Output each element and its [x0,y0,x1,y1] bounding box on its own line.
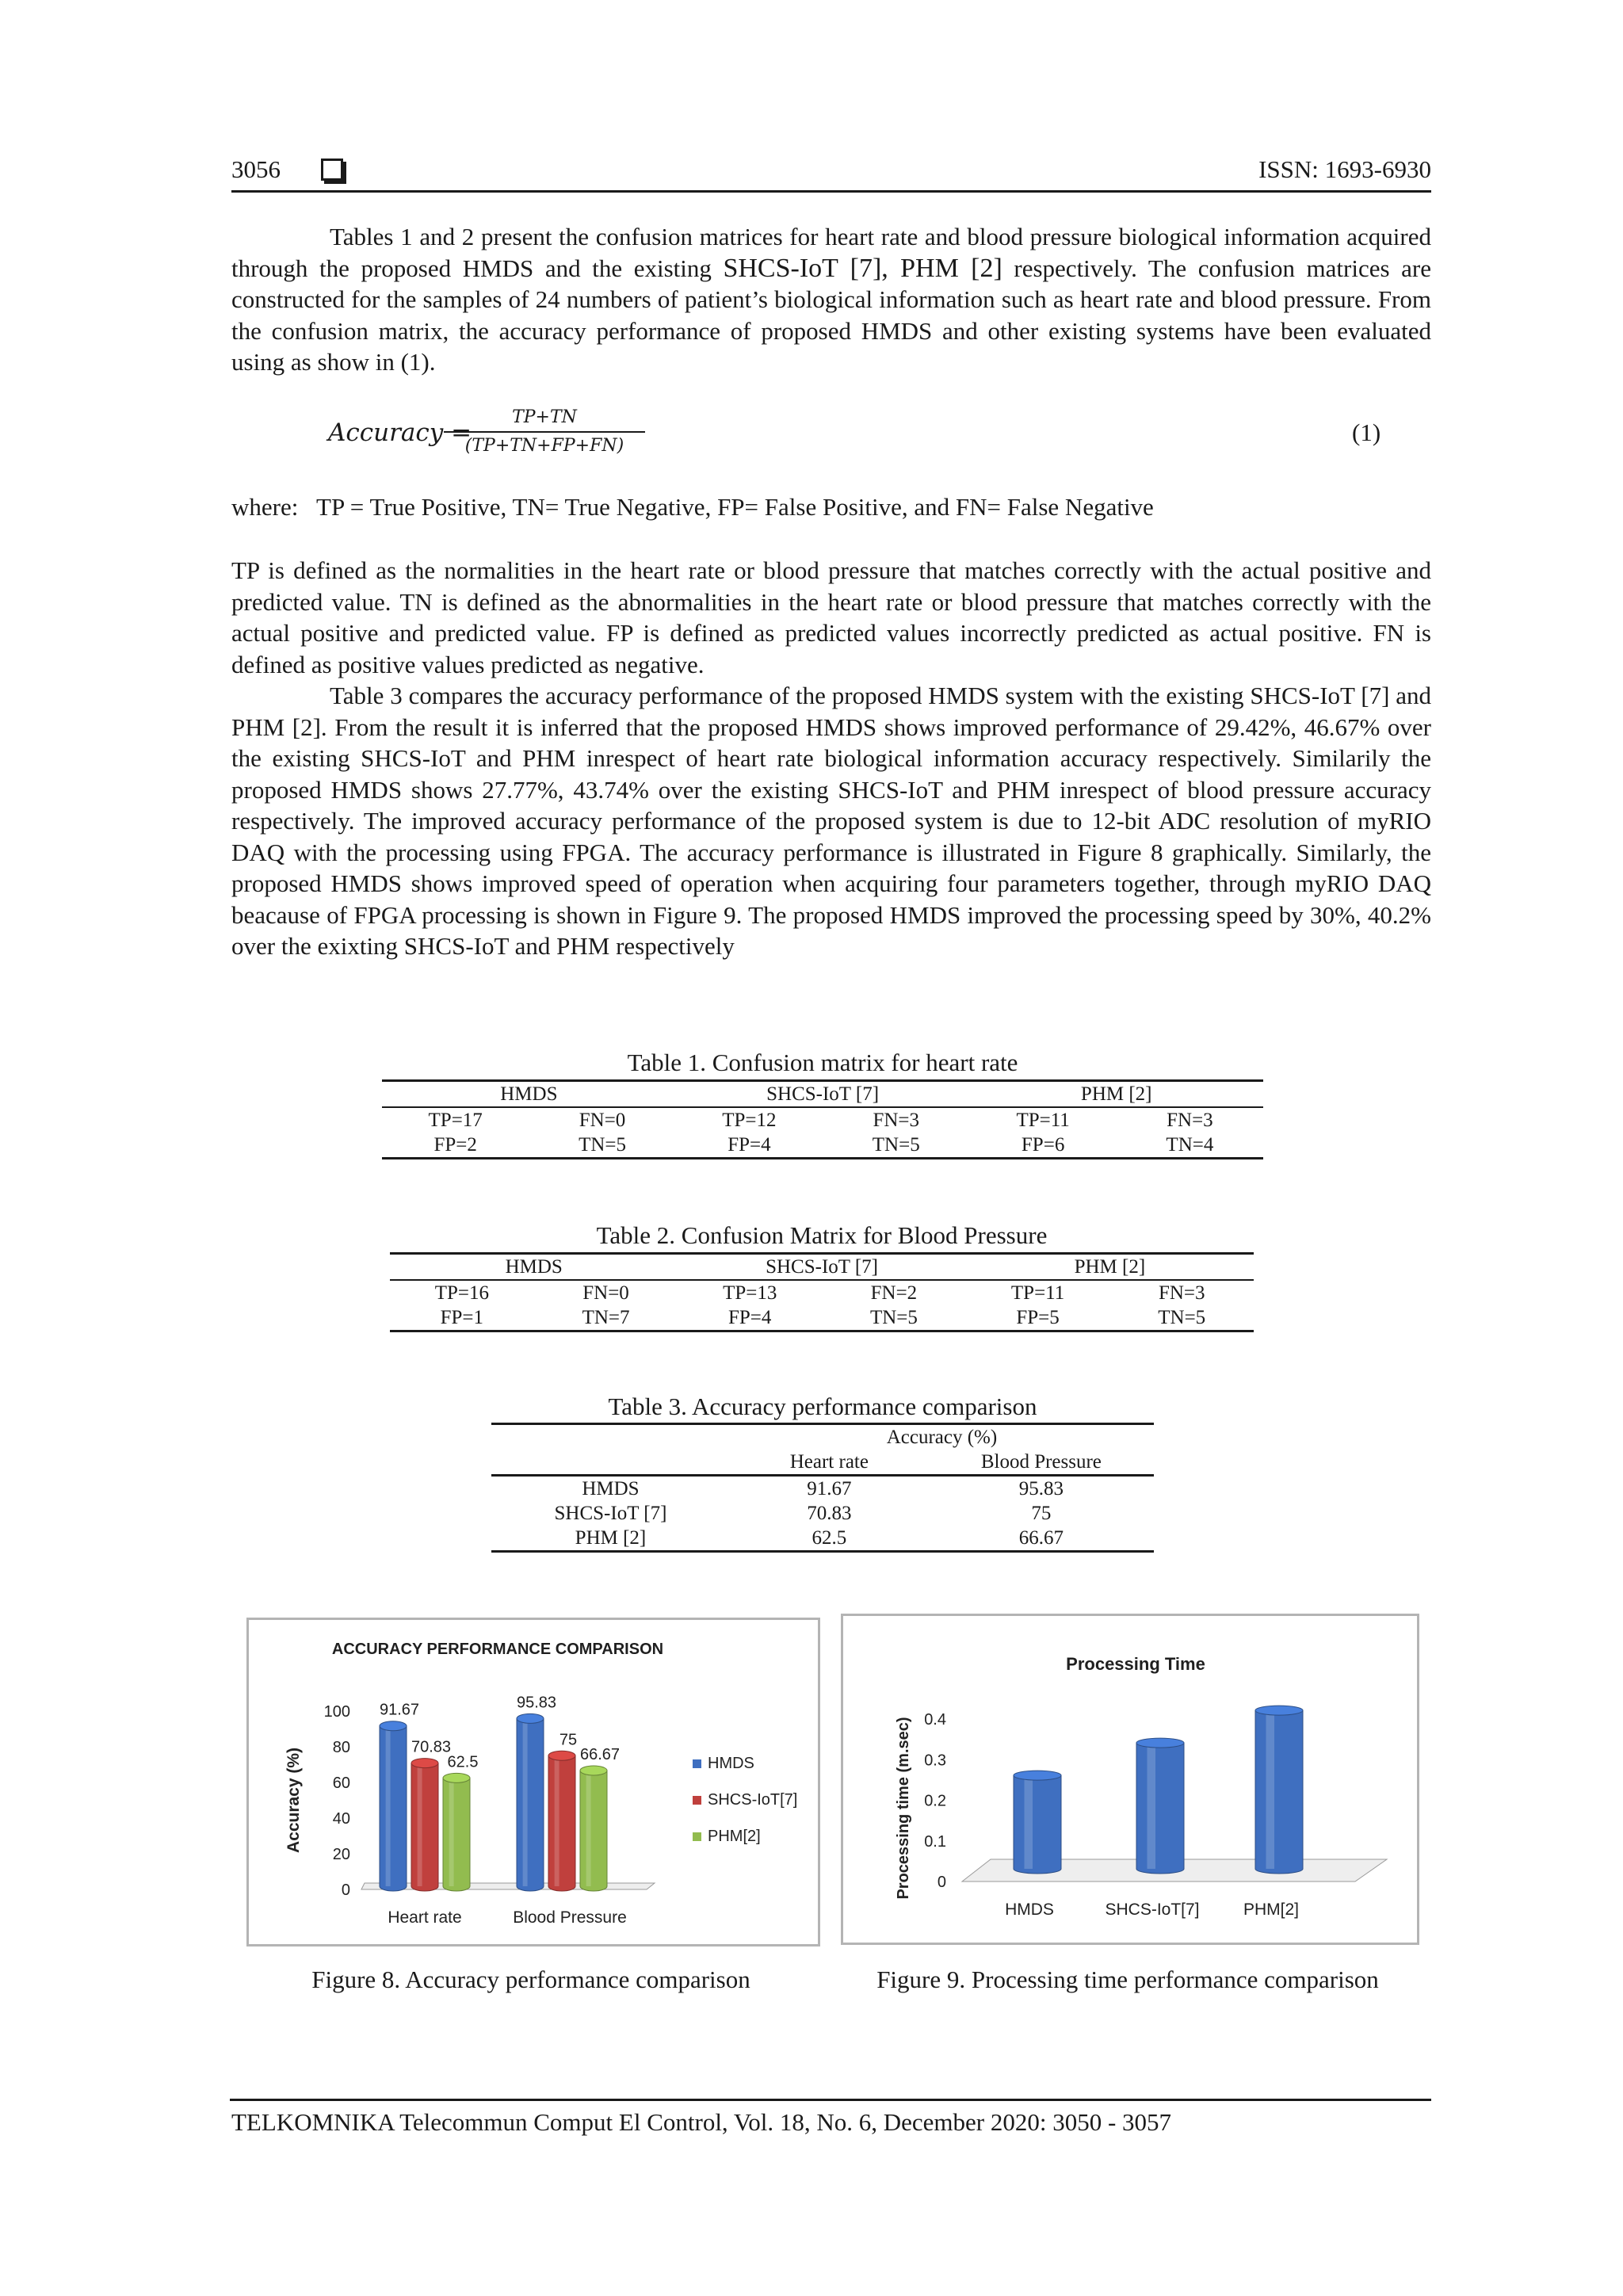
y-tick-label: 80 [332,1739,350,1756]
table-cell: FP=1 [390,1305,534,1331]
paragraph-intro: Tables 1 and 2 present the confusion matrices for heart rate and blood pressure biological information acquired through the proposed HMDS and the existing SHCS-IoT [7], PHM [2] respectively. The confusion matrices are constructed for the samples of 24 numbers of patient’s biological information such as heart rate and blood pressure. From the confusion matrix, the accuracy performance of proposed HMDS and other existing systems have been evaluated using as show in (1). [231,223,1431,376]
y-tick-label: 100 [323,1703,350,1721]
figure8-caption: Figure 8. Accuracy performance comparison [311,1966,750,1993]
table-row [382,1107,1263,1133]
table-cell: FN=0 [579,1110,626,1131]
table-cell: TP=12 [722,1110,777,1131]
table-cell: FN=3 [873,1110,920,1131]
figure8-frame [246,1618,820,1946]
table-cell: HMDS [582,1478,640,1499]
table-cell: FN=2 [870,1282,918,1304]
table2-caption: Table 2. Confusion Matrix for Blood Pressure [596,1221,1048,1249]
table1-group-phm: PHM [2] [969,1081,1263,1108]
bar-phm-2- [580,1766,607,1891]
table1-group-shcs: SHCS-IoT [7] [676,1081,970,1108]
table3-col-heart-rate: Heart rate [730,1450,929,1476]
figure9-frame [841,1614,1419,1945]
running-header [231,155,1431,195]
bar-phm-2- [443,1773,470,1891]
table-cell: 95.83 [1018,1478,1064,1499]
table-cell: FP=4 [676,1133,823,1159]
table2-group-hmds: HMDS [390,1254,678,1281]
data-label: 75 [559,1731,578,1749]
x-tick-label: Blood Pressure [513,1908,627,1927]
data-label: 95.83 [516,1694,557,1712]
footer-citation: TELKOMNIKA Telecommun Comput El Control, Vol. 18, No. 6, December 2020: 3050 - 3057 [231,2108,1172,2136]
x-tick-label: Heart rate [388,1908,462,1927]
bar-shcs-iot-7- [548,1751,575,1891]
accuracy-chart [249,1620,818,1944]
paragraph-results: Table 3 compares the accuracy performance of the proposed HMDS system with the existing SHCS-IoT [7] and PHM [2]. From the result it is inferred that the proposed HMDS shows improved performance of 29.42%, 46.67% over the existing SHCS-IoT and PHM inrespect of heart rate biological information accuracy respectively. Similarily the proposed HMDS shows 27.77%, 43.74% over the existing SHCS-IoT and PHM inrespect of blood pressure accuracy respectively. The improved accuracy performance of the proposed system is due to 12-bit ADC resolution of myRIO DAQ with the processing using FPGA. The accuracy performance is illustrated in Figure 8 graphically. Similarly, the proposed HMDS shows improved speed of operation when acquiring four parameters together, through myRIO DAQ beacause of FPGA processing is shown in Figure 9. The proposed HMDS improved the processing speed by 30%, 40.2% over the exixting SHCS-IoT and PHM respectively [231,682,1431,960]
table-cell: 91.67 [807,1478,852,1499]
header-rule [231,190,1431,193]
table-cell: FP=6 [969,1133,1116,1159]
table3-col-blood-pressure: Blood Pressure [929,1450,1154,1476]
table-cell: FP=4 [678,1305,822,1331]
equation-number: (1) [1352,418,1381,446]
legend-swatch [693,1832,701,1841]
table-cell: TP=11 [1016,1110,1070,1131]
legend-label: SHCS-IoT[7] [708,1791,798,1809]
equation-lhs: Accuracy = [328,418,472,447]
table3 [491,1423,1154,1553]
x-tick-label: HMDS [1005,1901,1054,1919]
paragraph-definitions: TP is defined as the normalities in the heart rate or blood pressure that matches correctly with the actual positive and predicted value. TN is defined as the abnormalities in the heart rate or blood pressure that matches correctly with the actual positive and predicted value. FP is defined as predicted values incorrectly predicted as actual positive. FN is defined as positive values predicted as negative. [231,556,1431,678]
bar-hmds [1014,1771,1061,1874]
square-bullet-icon [321,159,343,181]
table-row [491,1526,1154,1552]
table2 [390,1252,1254,1332]
legend-label: HMDS [708,1755,754,1772]
y-tick-label: 0 [341,1881,350,1899]
data-label: 70.83 [411,1738,452,1756]
chart-title: Processing Time [1066,1654,1205,1674]
table-row [491,1476,1154,1502]
table-cell: FN=0 [582,1282,629,1304]
table1 [382,1079,1263,1159]
table1-caption: Table 1. Confusion matrix for heart rate [627,1049,1018,1076]
table2-group-phm: PHM [2] [966,1254,1254,1281]
table-cell: TP=16 [434,1282,489,1304]
x-tick-label: SHCS-IoT[7] [1105,1901,1200,1919]
bar-hmds [517,1713,544,1891]
table-cell: TP=11 [1010,1282,1065,1304]
y-tick-label: 0.1 [924,1832,946,1851]
table-cell: PHM [2] [491,1526,730,1552]
table-cell: FP=5 [966,1305,1110,1331]
y-axis-label: Processing time (m.sec) [895,1717,912,1900]
table3-caption: Table 3. Accuracy performance comparison [608,1392,1037,1420]
figure9-caption: Figure 9. Processing time performance comparison [876,1966,1379,1993]
issn-label: ISSN: 1693-6930 [1258,155,1431,183]
page-number: 3056 [231,155,281,183]
chart-title: ACCURACY PERFORMANCE COMPARISON [331,1641,664,1658]
bar-hmds [380,1721,407,1891]
bar-shcs-iot-7- [1136,1738,1184,1874]
table-cell: TN=4 [1117,1133,1263,1159]
table-cell: TN=5 [823,1133,969,1159]
y-tick-label: 40 [332,1810,350,1828]
table-row [390,1305,1254,1331]
table-cell: FP=2 [382,1133,529,1159]
legend-swatch [693,1796,701,1805]
y-tick-label: 20 [332,1846,350,1863]
table-cell: TN=5 [822,1305,966,1331]
table-cell: TN=5 [529,1133,675,1159]
table-cell: FN=3 [1167,1110,1213,1131]
table-cell: 75 [1031,1503,1052,1524]
table-cell: TP=13 [723,1282,777,1304]
data-label: 62.5 [447,1753,479,1771]
table-cell: 70.83 [807,1503,852,1524]
equation-numerator: TP+TN [512,407,577,427]
table-cell: TN=7 [534,1305,678,1331]
bar-shcs-iot-7- [411,1759,438,1891]
table-cell: SHCS-IoT [7] [554,1503,667,1524]
table-cell: TN=5 [1109,1305,1254,1331]
y-tick-label: 0.4 [924,1711,946,1729]
table-row [491,1501,1154,1526]
table-cell: FN=3 [1158,1282,1205,1304]
table-cell: 62.5 [730,1526,929,1552]
where-definitions: where: TP = True Positive, TN= True Negative, FP= False Positive, and FN= False Negative [231,493,1154,521]
y-tick-label: 0.3 [924,1752,946,1770]
y-tick-label: 0.2 [924,1792,946,1810]
legend-swatch [693,1759,701,1768]
footer-rule [230,2099,1431,2101]
data-label: 91.67 [379,1701,420,1719]
table-row [382,1133,1263,1159]
legend-label: PHM[2] [708,1828,761,1845]
bar-phm-2- [1255,1706,1303,1874]
fraction-bar [444,431,645,433]
x-tick-label: PHM[2] [1243,1901,1300,1919]
processing-time-chart [843,1616,1417,1943]
y-axis-label: Accuracy (%) [285,1747,303,1854]
table-cell: TP=17 [428,1110,483,1131]
table3-span-header: Accuracy (%) [730,1424,1154,1450]
equation-denominator: (TP+TN+FP+FN) [464,436,624,456]
table2-group-shcs: SHCS-IoT [7] [678,1254,965,1281]
y-tick-label: 0 [937,1874,946,1891]
table-row [390,1280,1254,1305]
y-tick-label: 60 [332,1775,350,1792]
table1-group-hmds: HMDS [382,1081,676,1108]
data-label: 66.67 [579,1745,621,1763]
table-cell: 66.67 [929,1526,1154,1552]
